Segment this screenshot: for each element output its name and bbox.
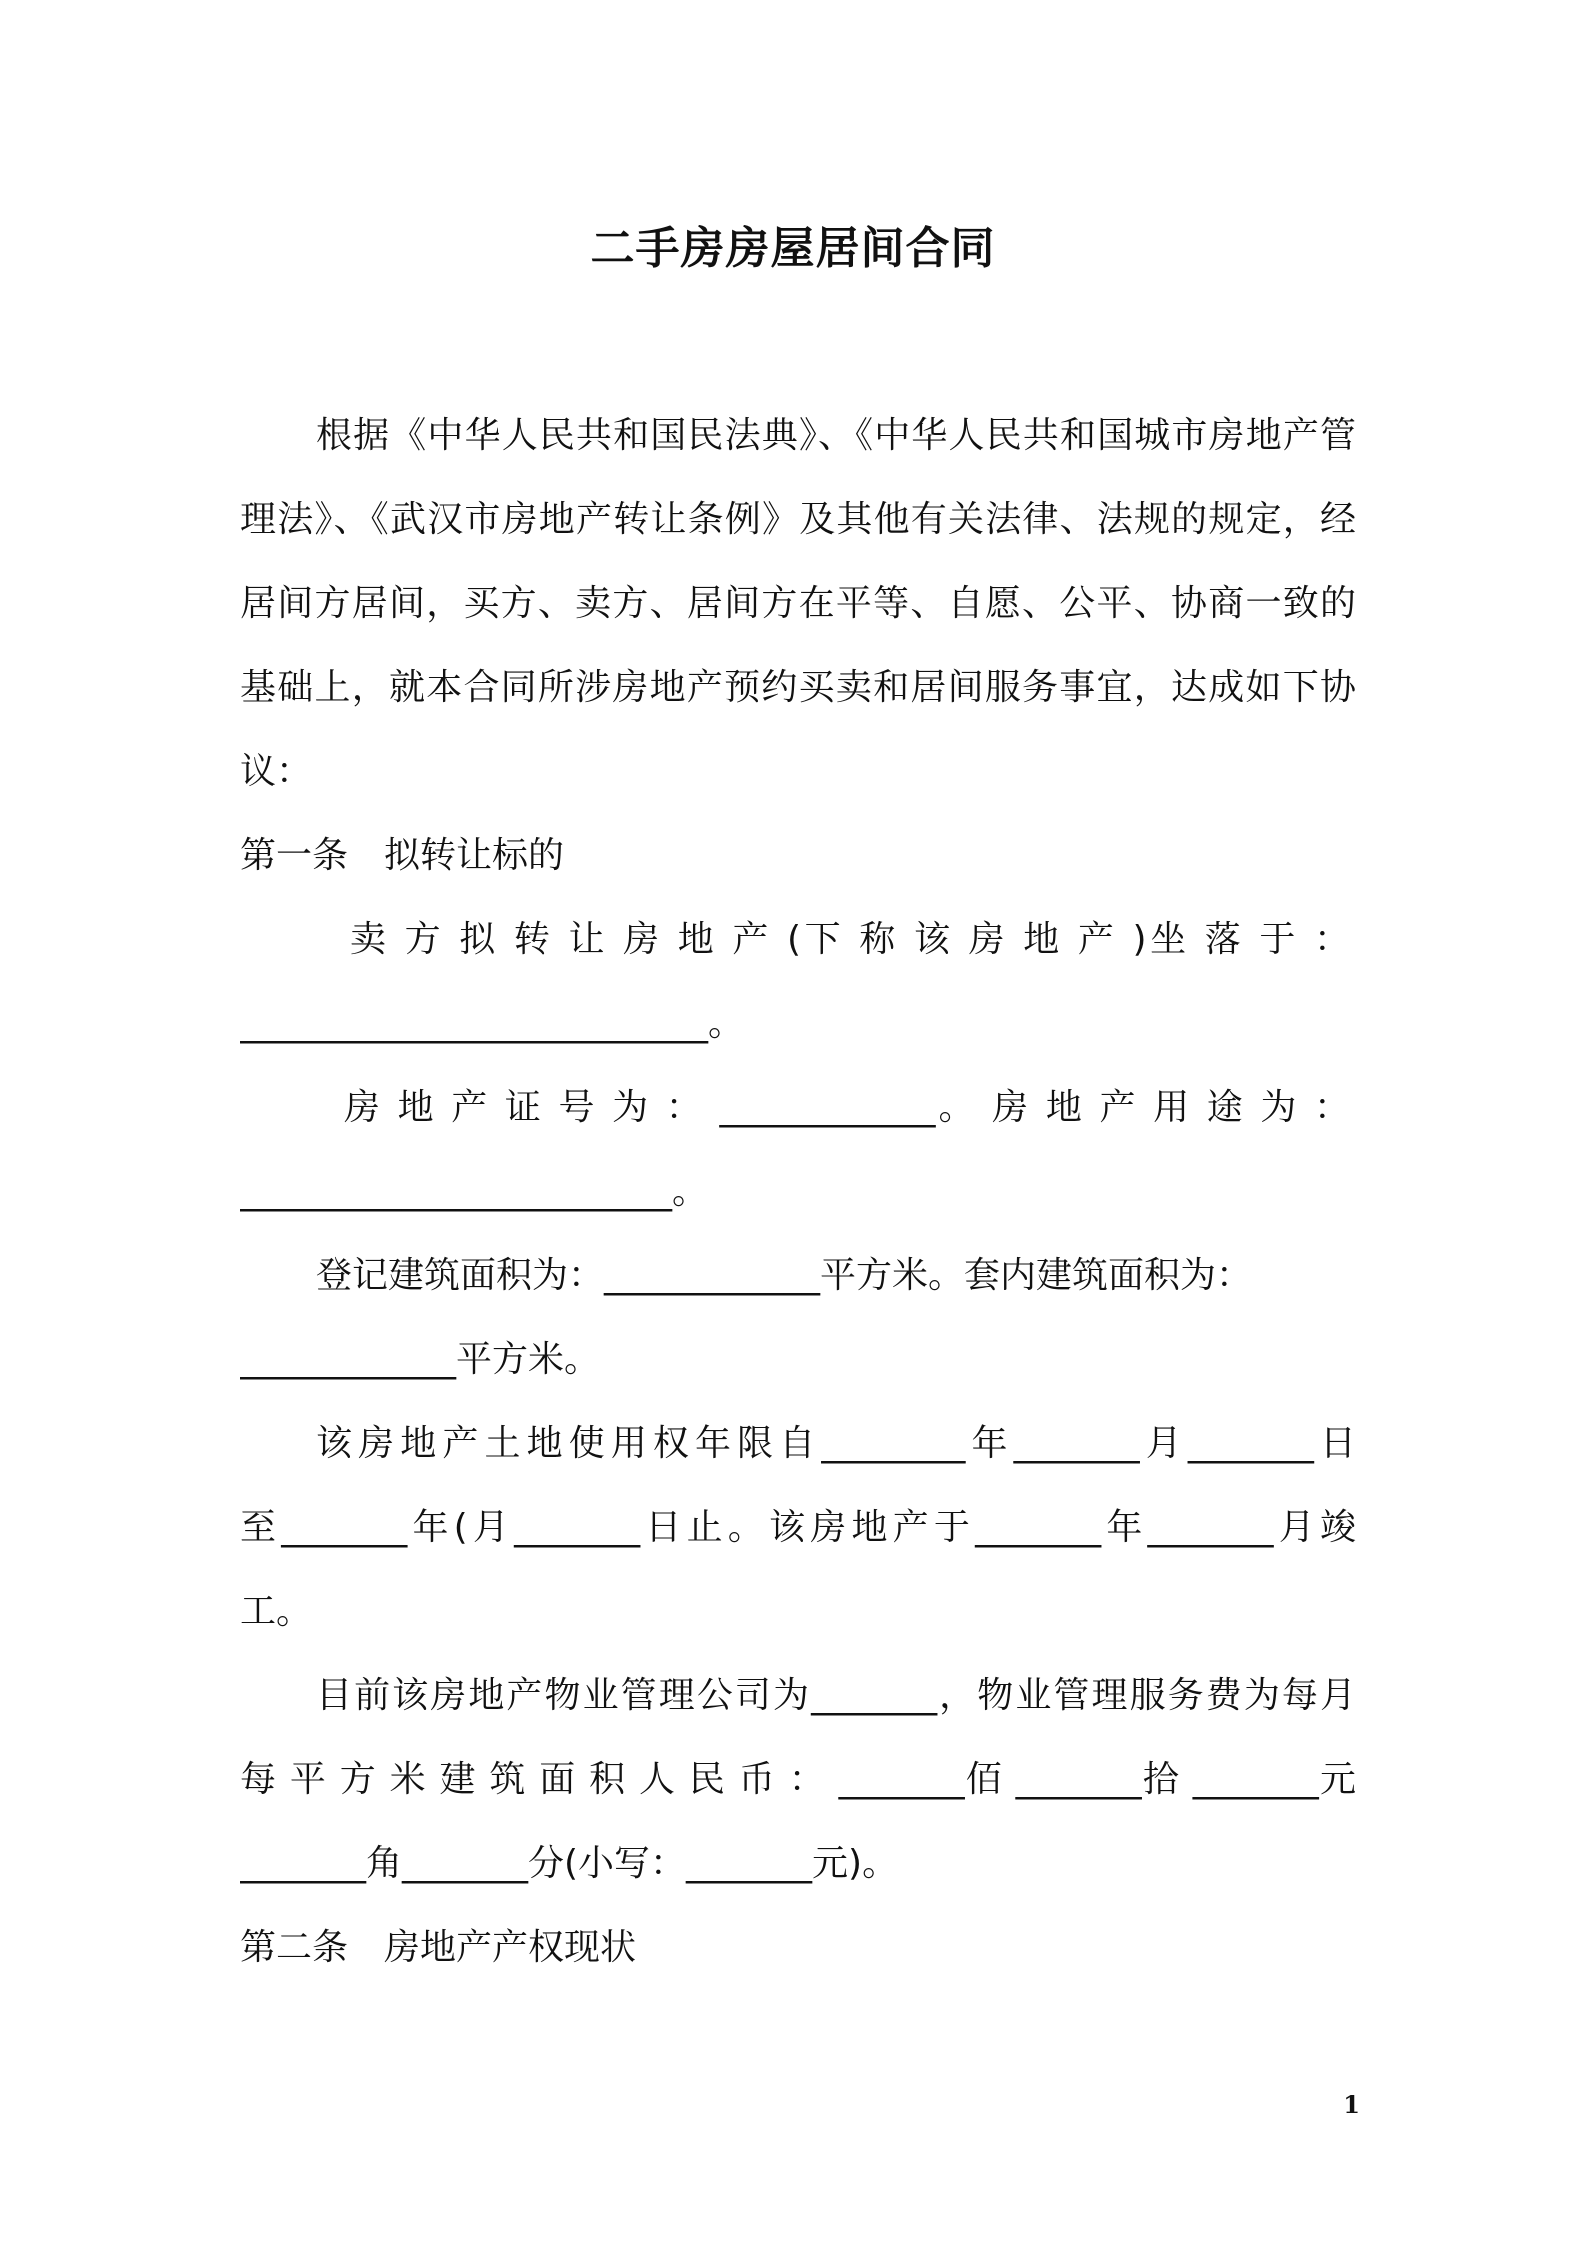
article-1-heading: 第一条 拟转让标的: [240, 835, 565, 876]
article-1-line-9: 工。: [240, 1591, 313, 1632]
article-1-line-10: 目前该房地产物业管理公司为_______，物业管理服务费为每月: [316, 1675, 1356, 1716]
article-1-line-6: ____________平方米。: [240, 1339, 601, 1380]
preamble-line-4: 基础上，就本合同所涉房地产预约买卖和居间服务事宜，达成如下协: [240, 667, 1356, 708]
preamble-line-5: 议：: [240, 751, 313, 792]
page-number: 1: [1343, 2090, 1360, 2119]
article-1-line-5: 登记建筑面积为：____________平方米。套内建筑面积为：: [316, 1255, 1253, 1296]
article-1-line-8: 至_______年(月_______日止。该房地产于_______年_______月竣: [240, 1507, 1356, 1548]
article-1-line-4: ________________________。: [240, 1171, 708, 1212]
article-1-line-3: 房 地 产 证 号 为 ： ____________。 房 地 产 用 途 为 ：: [344, 1087, 1350, 1128]
article-1-line-2: __________________________。: [240, 1003, 744, 1044]
document-title: 二手房房屋居间合同: [590, 223, 996, 274]
preamble-line-1: 根据《中华人民共和国民法典》、《中华人民共和国城市房地产管: [316, 415, 1356, 456]
article-1-line-1: 卖 方 拟 转 让 房 地 产 (下 称 该 房 地 产 )坐 落 于 ：: [350, 919, 1350, 960]
article-1-line-7: 该房地产土地使用权年限自________年_______月_______日: [316, 1423, 1356, 1464]
preamble-line-2: 理法》、《武汉市房地产转让条例》及其他有关法律、法规的规定，经: [240, 499, 1356, 540]
article-2-heading: 第二条 房地产产权现状: [240, 1927, 637, 1968]
article-1-line-12: _______角_______分(小写：_______元)。: [240, 1843, 899, 1884]
preamble-line-3: 居间方居间，买方、卖方、居间方在平等、自愿、公平、协商一致的: [240, 583, 1356, 624]
article-1-line-11: 每 平 方 米 建 筑 面 积 人 民 币 ： _______佰 _______拾 _______元: [240, 1759, 1356, 1800]
